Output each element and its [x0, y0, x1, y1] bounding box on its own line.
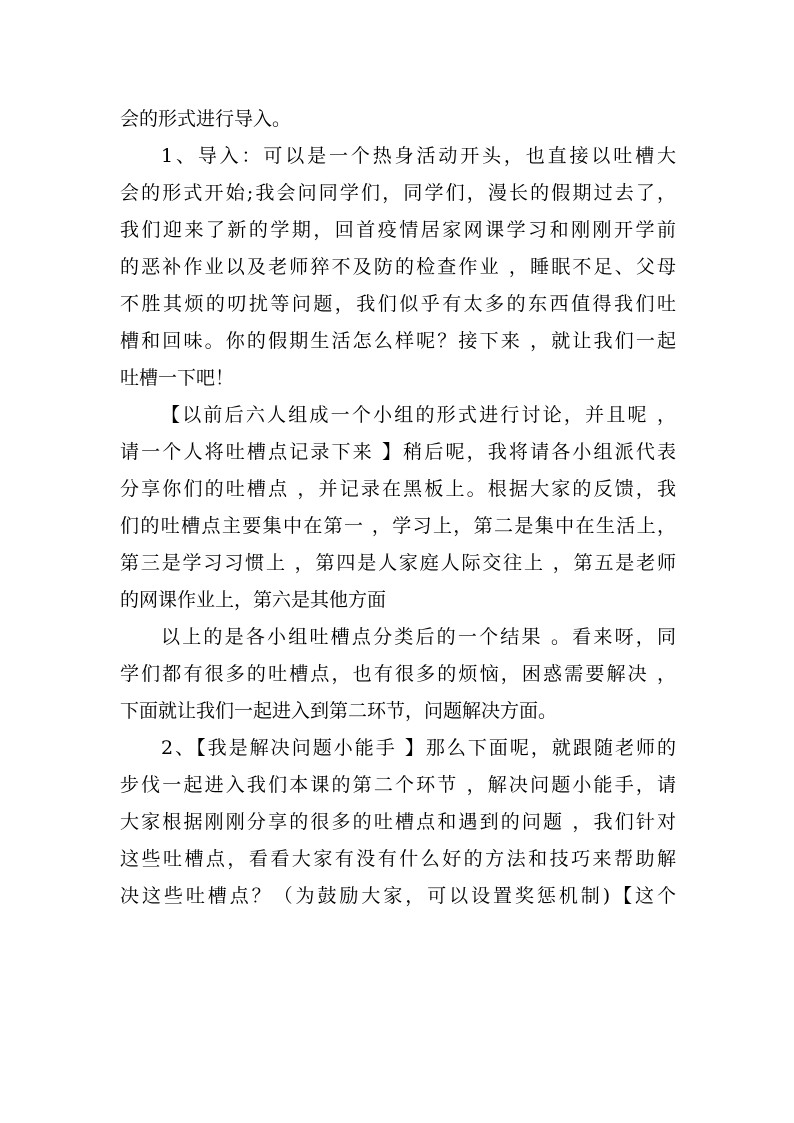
text-line: 槽和回味。你的假期生活怎么样呢？接下来 ，就让我们一起 — [120, 330, 676, 352]
text-line: 吐槽一下吧！ — [120, 367, 235, 389]
text-line: 我们迎来了新的学期，回首疫情居家网课学习和刚刚开学前 — [120, 219, 676, 241]
text-line: 不胜其烦的叨扰等问题，我们似乎有太多的东西值得我们吐 — [120, 293, 676, 315]
text-line: 第三是学习习惯上 ，第四是人家庭人际交往上 ，第五是老师 — [120, 552, 676, 574]
text-line: 下面就让我们一起进入到第二环节，问题解决方面。 — [120, 700, 558, 722]
text-line: 2、【我是解决问题小能手 】那么下面呢，就跟随老师的 — [161, 737, 676, 759]
text-line: 大家根据刚刚分享的很多的吐槽点和遇到的问题 ，我们针对 — [120, 811, 676, 833]
text-line: 以上的是各小组吐槽点分类后的一个结果 。看来呀，同 — [161, 626, 676, 648]
text-line: 会的形式开始;我会问同学们，同学们，漫长的假期过去了， — [120, 182, 676, 204]
text-line: 【以前后六人组成一个小组的形式进行讨论，并且呢 ， — [161, 404, 676, 426]
document-body — [120, 101, 676, 915]
text-line: 1、导入：可以是一个热身活动开头，也直接以吐槽大 — [161, 145, 676, 167]
text-line: 步伐一起进入我们本课的第二个环节 ，解决问题小能手，请 — [120, 774, 676, 796]
text-line: 请一个人将吐槽点记录下来 】稍后呢，我将请各小组派代表 — [120, 441, 676, 463]
text-line: 这些吐槽点，看看大家有没有什么好的方法和技巧来帮助解 — [120, 848, 676, 870]
text-line: 们的吐槽点主要集中在第一 ，学习上，第二是集中在生活上， — [120, 515, 676, 537]
text-line: 学们都有很多的吐槽点，也有很多的烦恼，困惑需要解决 ， — [120, 663, 676, 685]
text-line: 的恶补作业以及老师猝不及防的检查作业 ，睡眠不足、父母 — [120, 256, 676, 278]
text-line: 分享你们的吐槽点 ，并记录在黑板上。根据大家的反馈，我 — [120, 478, 676, 500]
text-line: 决这些吐槽点？（为鼓励大家，可以设置奖惩机制)【这个 — [120, 885, 676, 907]
text-line: 会的形式进行导入。 — [120, 108, 292, 130]
text-line: 的网课作业上，第六是其他方面 — [120, 589, 387, 611]
